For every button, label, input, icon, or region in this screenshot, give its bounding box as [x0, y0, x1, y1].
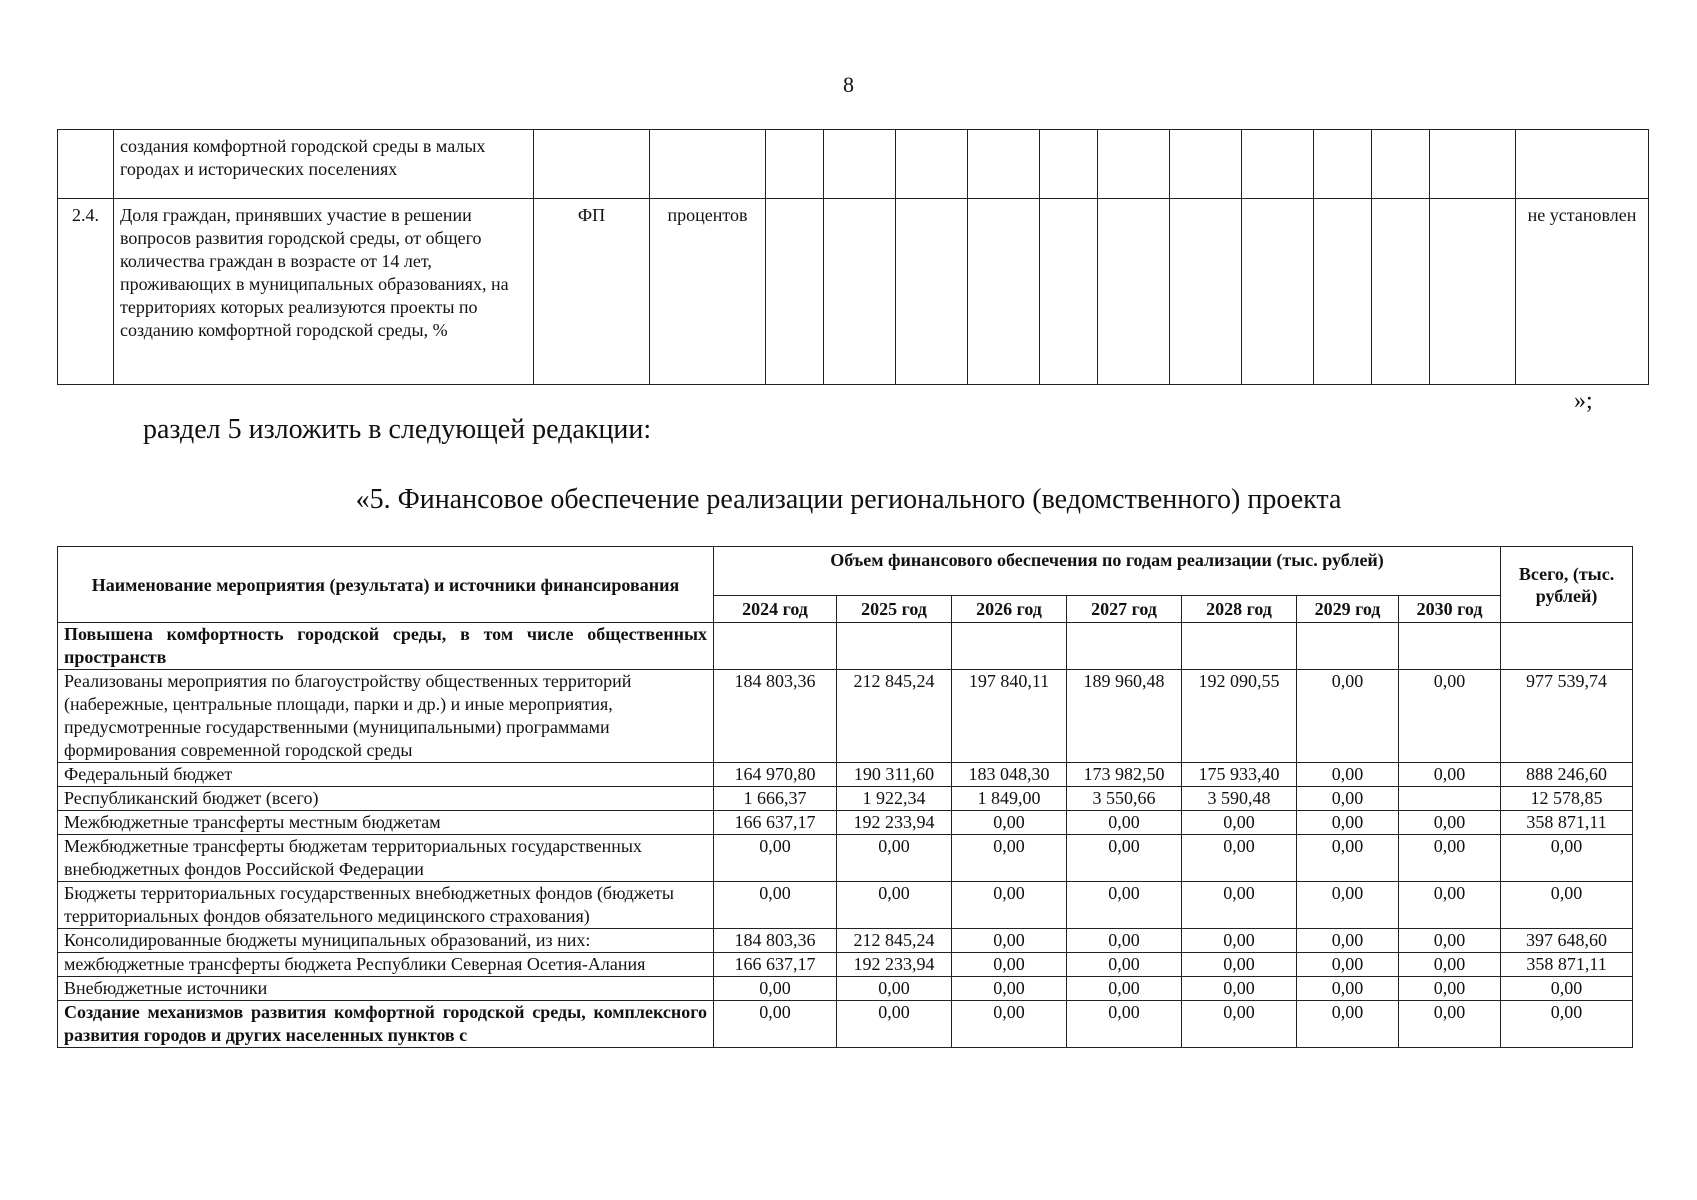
- indicator-extra: [1516, 130, 1649, 199]
- row-value: 0,00: [1297, 670, 1399, 763]
- row-value: 0,00: [1399, 670, 1501, 763]
- row-value: 166 637,17: [714, 811, 837, 835]
- row-value: 192 233,94: [837, 953, 952, 977]
- row-value: 192 233,94: [837, 811, 952, 835]
- row-value: 0,00: [952, 977, 1067, 1001]
- row-value: 0,00: [1182, 953, 1297, 977]
- row-total: 0,00: [1501, 977, 1633, 1001]
- row-value: 0,00: [1297, 953, 1399, 977]
- row-name: межбюджетные трансферты бюджета Республики Северная Осетия-Алания: [58, 953, 714, 977]
- indicator-extra: не установлен: [1516, 199, 1649, 385]
- row-value: 0,00: [714, 977, 837, 1001]
- row-value: [952, 623, 1067, 670]
- row-value: 166 637,17: [714, 953, 837, 977]
- year-header: 2024 год: [714, 596, 837, 623]
- indicator-level: ФП: [534, 199, 650, 385]
- row-value: 0,00: [1297, 811, 1399, 835]
- row-value: 0,00: [1399, 953, 1501, 977]
- table-row: [58, 670, 1633, 763]
- table-row: [58, 623, 1633, 670]
- header-total: Всего, (тыс. рублей): [1501, 547, 1633, 623]
- row-name: Создание механизмов развития комфортной городской среды, комплексного развития городов и других населенных пунктов с: [58, 1001, 714, 1048]
- row-total: 358 871,11: [1501, 953, 1633, 977]
- row-value: 0,00: [952, 811, 1067, 835]
- year-header: 2025 год: [837, 596, 952, 623]
- section-title: «5. Финансовое обеспечение реализации регионального (ведомственного) проекта: [355, 484, 1342, 515]
- row-name: Реализованы мероприятия по благоустройству общественных территорий (набережные, центральные площади, парки и др.) и иные мероприятия, предусмотренные государственными (муниципальными) программами формирования современной городской среды: [58, 670, 714, 763]
- header-volume: Объем финансового обеспечения по годам реализации (тыс. рублей): [714, 547, 1501, 596]
- row-name: Консолидированные бюджеты муниципальных образований, из них:: [58, 929, 714, 953]
- row-name: Внебюджетные источники: [58, 977, 714, 1001]
- row-value: 164 970,80: [714, 763, 837, 787]
- year-header: 2029 год: [1297, 596, 1399, 623]
- row-name: Республиканский бюджет (всего): [58, 787, 714, 811]
- row-value: [1399, 787, 1501, 811]
- row-value: 212 845,24: [837, 929, 952, 953]
- indicator-row: [58, 199, 1649, 385]
- row-value: 0,00: [1399, 977, 1501, 1001]
- row-value: 0,00: [1067, 1001, 1182, 1048]
- indicator-num: 2.4.: [58, 199, 114, 385]
- row-value: 0,00: [837, 977, 952, 1001]
- row-total: 358 871,11: [1501, 811, 1633, 835]
- row-name: Бюджеты территориальных государственных внебюджетных фондов (бюджеты территориальных фондов обязательного медицинского страхования): [58, 882, 714, 929]
- row-value: 190 311,60: [837, 763, 952, 787]
- row-value: 0,00: [1067, 835, 1182, 882]
- row-value: [837, 623, 952, 670]
- row-value: 0,00: [1297, 787, 1399, 811]
- indicator-table: [57, 129, 1649, 385]
- row-value: 0,00: [1067, 811, 1182, 835]
- row-value: 0,00: [952, 882, 1067, 929]
- finance-header-row: [58, 547, 1633, 596]
- row-value: 0,00: [952, 835, 1067, 882]
- table-row: [58, 977, 1633, 1001]
- row-value: [1297, 623, 1399, 670]
- row-value: 192 090,55: [1182, 670, 1297, 763]
- row-value: 3 590,48: [1182, 787, 1297, 811]
- row-value: 0,00: [1399, 835, 1501, 882]
- row-name: Межбюджетные трансферты бюджетам территориальных государственных внебюджетных фондов Российской Федерации: [58, 835, 714, 882]
- table-row: [58, 953, 1633, 977]
- row-value: 0,00: [952, 1001, 1067, 1048]
- row-value: 0,00: [1297, 882, 1399, 929]
- page-number: 8: [843, 72, 854, 97]
- row-value: 1 849,00: [952, 787, 1067, 811]
- row-value: 0,00: [1399, 929, 1501, 953]
- table-row: [58, 811, 1633, 835]
- year-header: 2028 год: [1182, 596, 1297, 623]
- row-value: [1399, 623, 1501, 670]
- indicator-unit: [650, 130, 766, 199]
- header-name: Наименование мероприятия (результата) и источники финансирования: [58, 547, 714, 623]
- quote-close: »;: [1574, 388, 1593, 414]
- row-value: 0,00: [1182, 929, 1297, 953]
- row-value: 173 982,50: [1067, 763, 1182, 787]
- row-value: 0,00: [1297, 763, 1399, 787]
- instruction-text: раздел 5 изложить в следующей редакции:: [143, 414, 652, 445]
- row-total: 12 578,85: [1501, 787, 1633, 811]
- year-header: 2026 год: [952, 596, 1067, 623]
- row-value: 0,00: [952, 953, 1067, 977]
- indicator-level: [534, 130, 650, 199]
- row-value: 0,00: [714, 1001, 837, 1048]
- row-value: 1 666,37: [714, 787, 837, 811]
- row-total: 397 648,60: [1501, 929, 1633, 953]
- row-value: 0,00: [1067, 977, 1182, 1001]
- row-value: 0,00: [1297, 835, 1399, 882]
- row-value: 0,00: [1182, 882, 1297, 929]
- row-value: 0,00: [1182, 835, 1297, 882]
- row-value: 0,00: [714, 882, 837, 929]
- row-value: 184 803,36: [714, 929, 837, 953]
- row-total: [1501, 623, 1633, 670]
- row-value: 0,00: [837, 1001, 952, 1048]
- row-total: 977 539,74: [1501, 670, 1633, 763]
- indicator-num: [58, 130, 114, 199]
- table-row: [58, 882, 1633, 929]
- row-value: 0,00: [1067, 882, 1182, 929]
- row-value: 1 922,34: [837, 787, 952, 811]
- row-value: [1182, 623, 1297, 670]
- row-value: 0,00: [1297, 929, 1399, 953]
- row-value: 212 845,24: [837, 670, 952, 763]
- row-value: 0,00: [1399, 882, 1501, 929]
- row-value: 175 933,40: [1182, 763, 1297, 787]
- row-value: 184 803,36: [714, 670, 837, 763]
- row-value: 183 048,30: [952, 763, 1067, 787]
- row-value: 0,00: [1297, 1001, 1399, 1048]
- row-total: 0,00: [1501, 1001, 1633, 1048]
- row-value: 0,00: [1399, 763, 1501, 787]
- table-row: [58, 835, 1633, 882]
- row-value: 0,00: [1399, 1001, 1501, 1048]
- row-name: Межбюджетные трансферты местным бюджетам: [58, 811, 714, 835]
- row-total: 0,00: [1501, 882, 1633, 929]
- row-value: 0,00: [837, 882, 952, 929]
- row-value: 189 960,48: [1067, 670, 1182, 763]
- row-value: [714, 623, 837, 670]
- table-row: [58, 787, 1633, 811]
- row-value: 197 840,11: [952, 670, 1067, 763]
- row-total: 888 246,60: [1501, 763, 1633, 787]
- row-name: Повышена комфортность городской среды, в том числе общественных пространств: [58, 623, 714, 670]
- indicator-name: Доля граждан, принявших участие в решении вопросов развития городской среды, от общего количества граждан в возрасте от 14 лет, проживающих в муниципальных образованиях, на территориях которых реализуются проекты по созданию комфортной городской среды, %: [114, 199, 534, 385]
- table-row: [58, 763, 1633, 787]
- row-total: 0,00: [1501, 835, 1633, 882]
- row-value: 0,00: [952, 929, 1067, 953]
- year-header: 2030 год: [1399, 596, 1501, 623]
- row-value: 0,00: [1182, 811, 1297, 835]
- indicator-unit: процентов: [650, 199, 766, 385]
- row-value: 0,00: [1182, 1001, 1297, 1048]
- row-value: 0,00: [714, 835, 837, 882]
- row-value: 0,00: [837, 835, 952, 882]
- table-row: [58, 1001, 1633, 1048]
- finance-table: [57, 546, 1633, 1048]
- row-value: [1067, 623, 1182, 670]
- row-value: 3 550,66: [1067, 787, 1182, 811]
- indicator-name: создания комфортной городской среды в малых городах и исторических поселениях: [114, 130, 534, 199]
- row-value: 0,00: [1067, 929, 1182, 953]
- row-value: 0,00: [1297, 977, 1399, 1001]
- table-row: [58, 929, 1633, 953]
- row-value: 0,00: [1182, 977, 1297, 1001]
- year-header: 2027 год: [1067, 596, 1182, 623]
- row-value: 0,00: [1399, 811, 1501, 835]
- row-value: 0,00: [1067, 953, 1182, 977]
- row-name: Федеральный бюджет: [58, 763, 714, 787]
- indicator-row: [58, 130, 1649, 199]
